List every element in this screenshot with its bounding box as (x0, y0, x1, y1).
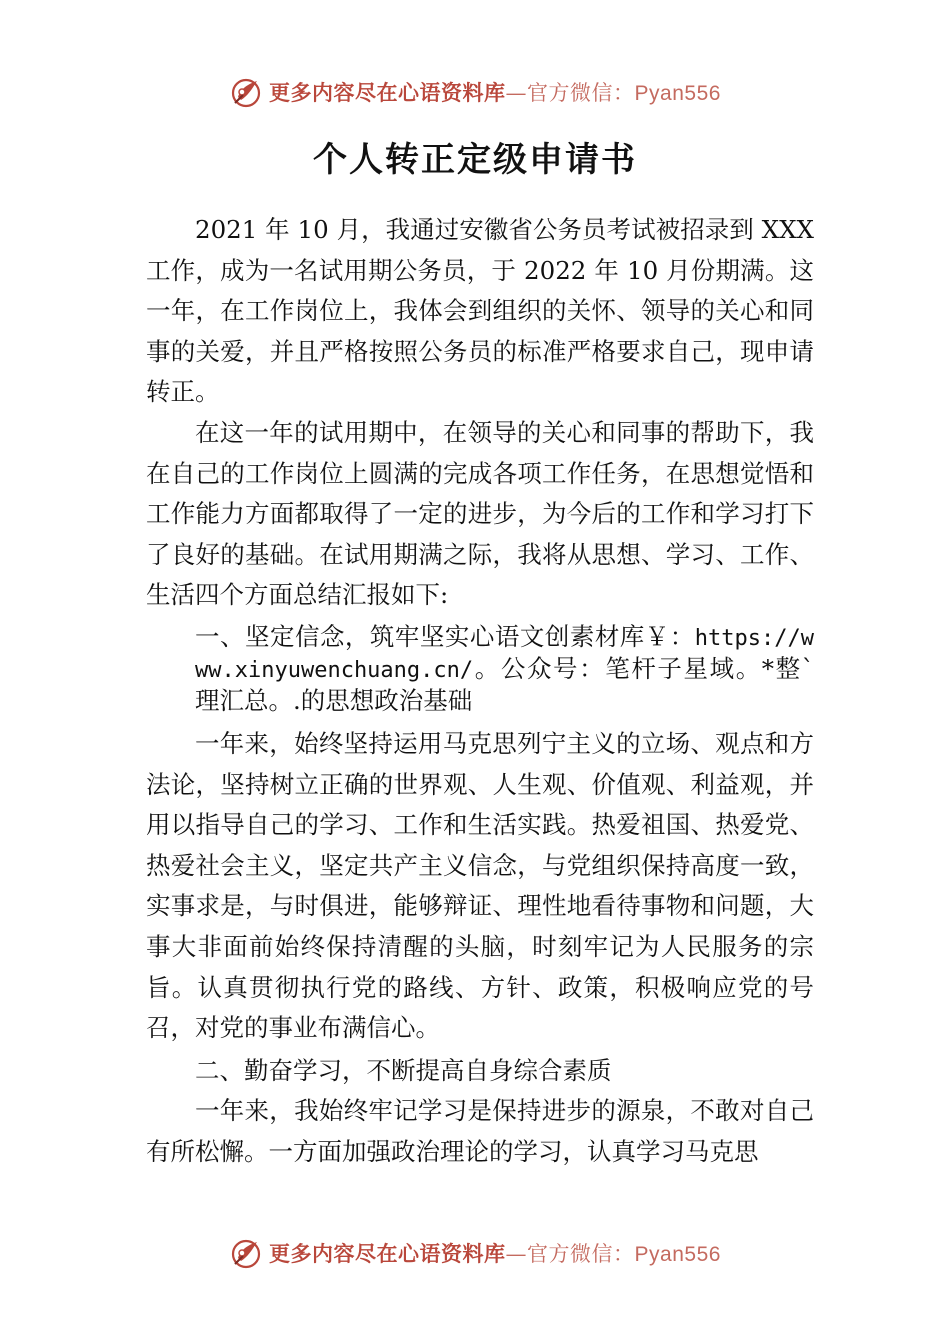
banner-text (269, 1238, 721, 1268)
banner-wechat-id: Pyan556 (634, 82, 721, 105)
banner-site-name: 更多内容尽在心语资料库 (269, 80, 506, 105)
banner-dash: — (505, 1242, 528, 1266)
banner-wechat-label: 官方微信： (527, 81, 635, 105)
section-heading-1-part2: 。公众号：笔杆子星域。*整`理汇总。.的思想政治基础 (195, 653, 814, 715)
section-heading-1-part1: 一、坚定信念，筑牢坚实心语文创素材库￥： (195, 621, 695, 651)
banner-text (269, 77, 721, 107)
header-banner (0, 72, 950, 112)
paragraph-3: 一年来，始终坚持运用马克思列宁主义的立场、观点和方法论，坚持树立正确的世界观、人生观、价值观、利益观，并用以指导自己的学习、工作和生活实践。热爱祖国、热爱党、热爱社会主义，坚定共产主义信念，与党组织保持高度一致，实事求是，与时俱进，能够辩证、理性地看待事物和问题，大事大非面前始终保持清醒的头脑，时刻牢记为人民服务的宗旨。认真贯彻执行党的路线、方针、政策，积极响应党的号召，对党的事业布满信心。 (146, 728, 814, 1043)
paragraph-2: 在这一年的试用期中，在领导的关心和同事的帮助下，我在自己的工作岗位上圆满的完成各项工作任务，在思想觉悟和工作能力方面都取得了一定的进步，为今后的工作和学习打下了良好的基础。在试用期满之际，我将从思想、学习、工作、生活四个方面总结汇报如下: (146, 417, 814, 610)
leaf-swirl-logo-icon (229, 75, 263, 109)
section-heading-2: 二、勤奋学习，不断提高自身综合素质 (195, 1055, 612, 1085)
paragraph-1: 2021 年 10 月，我通过安徽省公务员考试被招录到 XXX 工作，成为一名试用期公务员，于 2022 年 10 月份期满。这一年，在工作岗位上，我体会到组织的关怀、领导的关心和同事的关爱，并且严格按照公务员的标准严格要求自己，现申请转正。 (146, 215, 814, 407)
paragraph-4: 一年来，我始终牢记学习是保持进步的源泉，不敢对自己有所松懈。一方面加强政治理论的学习，认真学习马克思 (146, 1096, 814, 1166)
leaf-swirl-logo-icon (229, 1236, 263, 1270)
footer-banner (0, 1233, 950, 1273)
section-heading-1 (146, 622, 814, 716)
banner-wechat-id: Pyan556 (634, 1243, 721, 1266)
banner-dash: — (505, 81, 528, 105)
section-heading-1-url: https://www.xinyuwenchuang.cn/ (195, 625, 814, 683)
document-title: 个人转正定级申请书 (313, 140, 637, 180)
banner-site-name: 更多内容尽在心语资料库 (269, 1241, 506, 1266)
document-body (146, 210, 814, 1172)
banner-wechat-label: 官方微信： (527, 1242, 635, 1266)
